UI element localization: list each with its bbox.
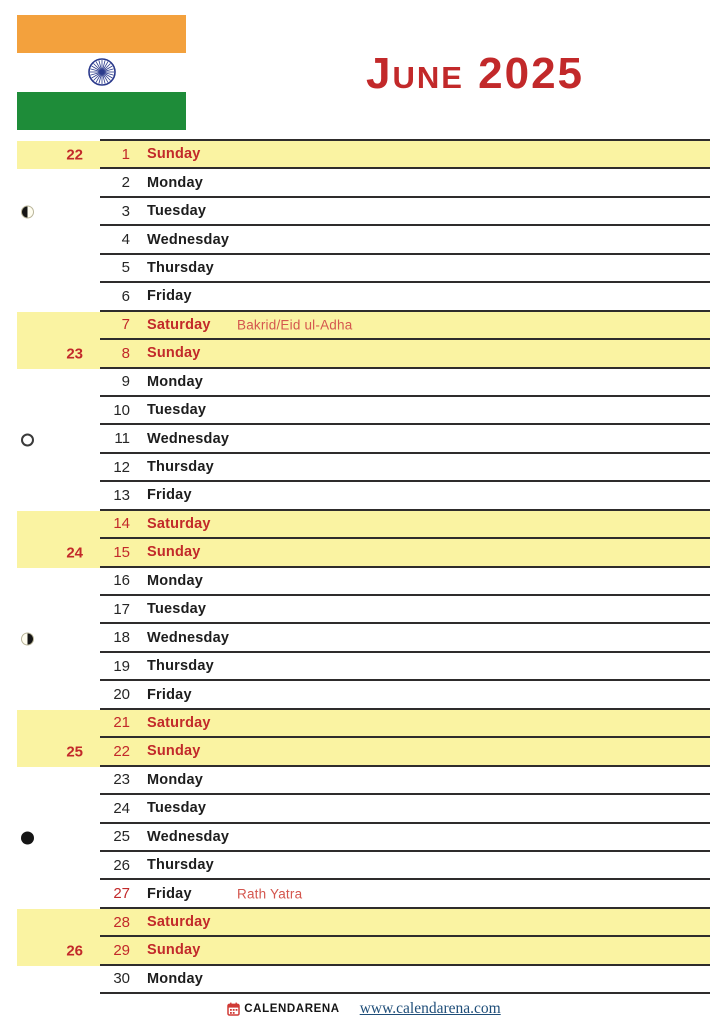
- week-gutter: [17, 226, 100, 254]
- day-row-main: [100, 767, 710, 795]
- day-row-main: [100, 937, 710, 965]
- week-number: 24: [66, 544, 83, 562]
- day-row-main: [100, 539, 710, 567]
- day-row-main: [100, 226, 710, 254]
- day-number: 23: [113, 771, 130, 789]
- week-gutter: [17, 624, 100, 652]
- day-row-main: [100, 340, 710, 368]
- day-name-label: Saturday: [147, 316, 211, 333]
- calendar-icon: [227, 1002, 240, 1016]
- day-number: 3: [121, 202, 130, 220]
- day-row-main: [100, 482, 710, 510]
- week-gutter: [17, 312, 100, 340]
- day-row-main: [100, 511, 710, 539]
- week-number: 22: [66, 146, 83, 164]
- calendar-row: [17, 312, 710, 340]
- day-name-label: Sunday: [147, 942, 201, 959]
- week-gutter: [17, 511, 100, 539]
- holiday-label: Bakrid/Eid ul-Adha: [237, 317, 353, 333]
- day-number: 19: [113, 657, 130, 675]
- day-row-main: [100, 198, 710, 226]
- week-gutter: [17, 653, 100, 681]
- day-number: 26: [113, 856, 130, 874]
- day-name-label: Friday: [147, 686, 192, 703]
- last-quarter-moon-icon: [21, 632, 34, 645]
- day-row-main: [100, 966, 710, 994]
- week-gutter: [17, 169, 100, 197]
- day-row-main: [100, 369, 710, 397]
- day-name-label: Friday: [147, 288, 192, 305]
- day-number: 13: [113, 486, 130, 504]
- day-number: 30: [113, 970, 130, 988]
- week-gutter: [17, 937, 100, 965]
- day-row-main: [100, 738, 710, 766]
- day-name-label: Monday: [147, 771, 203, 788]
- calendar-row: [17, 141, 710, 169]
- month-title: June 2025: [365, 49, 585, 98]
- new-moon-icon: [21, 831, 34, 844]
- day-row-main: [100, 880, 710, 908]
- week-gutter: [17, 710, 100, 738]
- day-row-main: [100, 824, 710, 852]
- day-row-main: [100, 596, 710, 624]
- first-quarter-moon-icon: [21, 206, 34, 219]
- calendar-row: [17, 340, 710, 368]
- week-gutter: [17, 767, 100, 795]
- day-number: 17: [113, 600, 130, 618]
- day-name-label: Saturday: [147, 914, 211, 931]
- calendar-row: [17, 255, 710, 283]
- day-name-label: Sunday: [147, 146, 201, 163]
- week-gutter: [17, 255, 100, 283]
- day-name-label: Sunday: [147, 743, 201, 760]
- day-number: 18: [113, 629, 130, 647]
- day-name-label: Friday: [147, 885, 192, 902]
- day-name-label: Tuesday: [147, 601, 207, 618]
- day-number: 12: [113, 458, 130, 476]
- day-number: 10: [113, 401, 130, 419]
- calendar-row: [17, 966, 710, 994]
- day-row-main: [100, 710, 710, 738]
- calendar-row: [17, 738, 710, 766]
- week-gutter: [17, 425, 100, 453]
- day-row-main: [100, 795, 710, 823]
- week-gutter: [17, 369, 100, 397]
- week-gutter: [17, 141, 100, 169]
- website-link[interactable]: www.calendarena.com: [359, 1000, 501, 1017]
- week-gutter: [17, 454, 100, 482]
- brand-name: CALENDARENA: [244, 1003, 340, 1015]
- flag-saffron-band: [17, 15, 186, 53]
- week-number: 26: [66, 942, 83, 960]
- day-number: 4: [121, 231, 130, 249]
- week-gutter: [17, 795, 100, 823]
- day-row-main: [100, 653, 710, 681]
- full-moon-icon: [21, 433, 34, 446]
- week-gutter: [17, 966, 100, 994]
- day-number: 25: [113, 828, 130, 846]
- day-number: 22: [113, 742, 130, 760]
- day-number: 16: [113, 572, 130, 590]
- week-gutter: [17, 283, 100, 311]
- week-gutter: [17, 482, 100, 510]
- calendar-row: [17, 397, 710, 425]
- calendar-row: [17, 937, 710, 965]
- day-name-label: Wednesday: [147, 430, 230, 447]
- day-name-label: Thursday: [147, 857, 214, 874]
- calendar-rows: [17, 141, 710, 994]
- calendar-row: [17, 369, 710, 397]
- day-number: 14: [113, 515, 130, 533]
- calendar-row: [17, 624, 710, 652]
- day-number: 5: [121, 259, 130, 277]
- calendar-row: [17, 909, 710, 937]
- week-gutter: [17, 909, 100, 937]
- day-name-label: Saturday: [147, 515, 211, 532]
- day-name-label: Saturday: [147, 714, 211, 731]
- day-number: 9: [121, 373, 130, 391]
- day-name-label: Sunday: [147, 544, 201, 561]
- calendar-row: [17, 596, 710, 624]
- day-number: 6: [121, 287, 130, 305]
- day-row-main: [100, 283, 710, 311]
- day-row-main: [100, 909, 710, 937]
- day-name-label: Tuesday: [147, 203, 207, 220]
- day-name-label: Monday: [147, 572, 203, 589]
- calendar-row: [17, 482, 710, 510]
- day-name-label: Tuesday: [147, 800, 207, 817]
- day-row-main: [100, 169, 710, 197]
- week-number: 25: [66, 743, 83, 761]
- week-gutter: [17, 880, 100, 908]
- day-name-label: Monday: [147, 174, 203, 191]
- week-gutter: [17, 824, 100, 852]
- day-name-label: Sunday: [147, 345, 201, 362]
- day-name-label: Friday: [147, 487, 192, 504]
- calendar-row: [17, 710, 710, 738]
- calendar-row: [17, 824, 710, 852]
- day-number: 29: [113, 941, 130, 959]
- day-number: 2: [121, 174, 130, 192]
- calendar-row: [17, 454, 710, 482]
- day-name-label: Wednesday: [147, 629, 230, 646]
- day-name-label: Wednesday: [147, 231, 230, 248]
- day-number: 8: [121, 344, 130, 362]
- calendar-row: [17, 425, 710, 453]
- day-row-main: [100, 397, 710, 425]
- week-gutter: [17, 198, 100, 226]
- calendar-row: [17, 681, 710, 709]
- week-gutter: [17, 539, 100, 567]
- day-number: 28: [113, 913, 130, 931]
- day-number: 21: [113, 714, 130, 732]
- footer: [0, 999, 728, 1019]
- day-row-main: [100, 312, 710, 340]
- holiday-label: Rath Yatra: [237, 886, 303, 902]
- day-row-main: [100, 681, 710, 709]
- day-name-label: Tuesday: [147, 402, 207, 419]
- calendar-row: [17, 198, 710, 226]
- day-name-label: Monday: [147, 970, 203, 987]
- calendar-row: [17, 539, 710, 567]
- india-flag: [17, 15, 186, 130]
- calendar-row: [17, 852, 710, 880]
- calendar-row: [17, 568, 710, 596]
- day-name-label: Thursday: [147, 658, 214, 675]
- ashoka-chakra-icon: [87, 57, 117, 87]
- week-gutter: [17, 596, 100, 624]
- calendar-row: [17, 226, 710, 254]
- week-gutter: [17, 681, 100, 709]
- day-row-main: [100, 255, 710, 283]
- day-number: 15: [113, 543, 130, 561]
- day-number: 20: [113, 686, 130, 704]
- day-row-main: [100, 852, 710, 880]
- week-gutter: [17, 340, 100, 368]
- day-row-main: [100, 454, 710, 482]
- week-gutter: [17, 852, 100, 880]
- day-number: 7: [121, 316, 130, 334]
- week-number: 23: [66, 345, 83, 363]
- calendar-row: [17, 767, 710, 795]
- calendar-row: [17, 511, 710, 539]
- day-name-label: Thursday: [147, 259, 214, 276]
- calendar-row: [17, 795, 710, 823]
- day-number: 24: [113, 799, 130, 817]
- week-gutter: [17, 738, 100, 766]
- calendar-row: [17, 880, 710, 908]
- day-name-label: Thursday: [147, 459, 214, 476]
- day-name-label: Monday: [147, 373, 203, 390]
- day-row-main: [100, 141, 710, 169]
- calendar-row: [17, 169, 710, 197]
- flag-green-band: [17, 92, 186, 130]
- brand-logo: [227, 1002, 339, 1016]
- day-row-main: [100, 425, 710, 453]
- week-gutter: [17, 397, 100, 425]
- day-number: 11: [114, 430, 130, 448]
- day-row-main: [100, 624, 710, 652]
- day-number: 27: [113, 885, 130, 903]
- day-row-main: [100, 568, 710, 596]
- flag-white-band: [17, 53, 186, 91]
- week-gutter: [17, 568, 100, 596]
- day-number: 1: [121, 145, 130, 163]
- calendar-row: [17, 283, 710, 311]
- day-name-label: Wednesday: [147, 828, 230, 845]
- calendar-row: [17, 653, 710, 681]
